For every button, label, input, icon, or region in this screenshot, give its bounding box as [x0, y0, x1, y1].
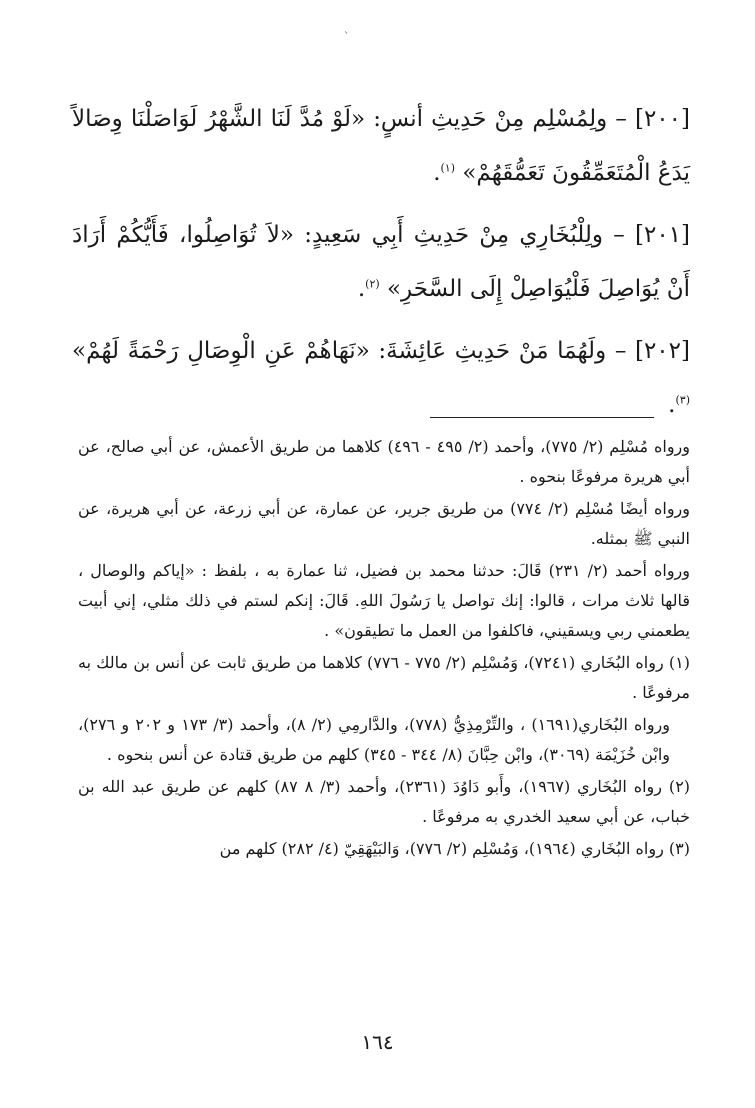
- footnote-3: (٣) رواه البُخَاري (١٩٦٤)، وَمُسْلِم (٢/ ٧٧٦)، وَالبَيْهَقِيّ (٤/ ٢٨٢) كلهم من: [219, 839, 690, 858]
- hadith-section: [72, 92, 690, 440]
- hadith-text: – ولَهُمَا مَنْ حَدِيثِ عَائِشَةَ: «نَهَاهُمْ عَنِ الْوِصَالِ رَحْمَةً لَهُمْ»: [72, 338, 627, 364]
- note-ahmad-231: ورواه أحمد (٢/ ٢٣١) قَالَ: حدثنا محمد بن فضيل، ثنا عمارة به ، بلفظ : «إياكم والوصال ، قالها ثلاث مرات ، قالوا: إنك تواصل يا رَسُولَ اللهِ. قَالَ: إنكم لستم في ذلك مثلي، إني أبيت يطعمني ربي ويسقيني، فاكلفوا من العمل ما تطيقون» .: [78, 561, 691, 640]
- footnote-ref: (٣): [675, 393, 690, 407]
- footnote-2: (٢) رواه البُخَاري (١٩٦٧)، وأَبو دَاوُدَ (٢٣٦١)، وأحمد (٣/ ٨ ٨٧) كلهم عن طريق عبد الله بن خباب، عن أبي سعيد الخدري به مرفوعًا .: [78, 777, 691, 826]
- page-number: ١٦٤: [361, 1030, 394, 1054]
- hadith-number: [٢٠٠]: [634, 106, 690, 132]
- hadith-201: [٢٠١] – ولِلْبُخَارِي مِنْ حَدِيثِ أَبِي سَعِيدٍ: «لاَ تُوَاصِلُوا، فَأَيُّكُمْ أَرَادَ أَنْ يُوَاصِلَ فَلْيُوَاصِلْ إِلَى السَّحَرِ» $^{(٢)}$.: [72, 222, 691, 302]
- footnote-1-continued: ورواه البُخَاري(١٦٩١) ، والتِّرْمِذِيُّ (٧٧٨)، والدَّارمِي (٢/ ٨)، وأحمد (٣/ ١٧٣ و ٢٠٢ و ٢٧٦)، وابْن خُزَيْمَة (٣٠٦٩)، وابْن حِبَّانَ (٨/ ٣٤٤ - ٣٤٥) كلهم من طريق قتادة عن أنس بنحوه .: [78, 715, 671, 764]
- hadith-text: – ولِلْبُخَارِي مِنْ حَدِيثِ أَبِي سَعِيدٍ: «لاَ تُوَاصِلُوا، فَأَيُّكُمْ أَرَادَ أَنْ يُوَاصِلَ فَلْيُوَاصِلْ إِلَى السَّحَرِ»: [72, 222, 690, 302]
- footnote-divider: [430, 417, 654, 418]
- hadith-number: [٢٠٢]: [634, 338, 690, 364]
- footnote-ref: (١): [440, 161, 456, 175]
- note-muslim-774: ورواه أيضًا مُسْلِم (٢/ ٧٧٤) من طريق جرير، عن عمارة، عن أبي زرعة، عن أبي هريرة، عن النبي ﷺ بمثله.: [78, 499, 691, 548]
- hadith-text: – ولِمُسْلِم مِنْ حَدِيثِ أنسٍ: «لَوْ مُدَّ لَنَا الشَّهْرُ لَوَاصَلْنَا وِصَالاً يَدَعُ الْمُتَعَمِّقُونَ تَعَمُّقَهُمْ»: [72, 106, 690, 186]
- footnote-1: (١) رواه البُخَاري (٧٢٤١)، وَمُسْلِم (٢/ ٧٧٥ - ٧٧٦) كلاهما من طريق ثابت عن أنس بن مالك به مرفوعًا .: [78, 653, 691, 702]
- hadith-202: [٢٠٢] – ولَهُمَا مَنْ حَدِيثِ عَائِشَةَ: «نَهَاهُمْ عَنِ الْوِصَالِ رَحْمَةً لَهُمْ» $^{(٣)}$.: [72, 338, 690, 418]
- footnotes: [78, 432, 690, 866]
- footnote-ref: (٢): [365, 277, 380, 291]
- hadith-200: [٢٠٠] – ولِمُسْلِم مِنْ حَدِيثِ أنسٍ: «لَوْ مُدَّ لَنَا الشَّهْرُ لَوَاصَلْنَا وِصَالاً يَدَعُ الْمُتَعَمِّقُونَ تَعَمُّقَهُمْ» $^{(١)}$.: [72, 106, 690, 186]
- scan-speck: ˋ: [344, 32, 349, 43]
- note-muslim-775: ورواه مُسْلِم (٢/ ٧٧٥)، وأحمد (٢/ ٤٩٥ - ٤٩٦) كلاهما من طريق الأعمش، عن أبي صالح، عن أبي هريرة مرفوعًا بنحوه .: [78, 437, 691, 486]
- hadith-number: [٢٠١]: [634, 222, 691, 248]
